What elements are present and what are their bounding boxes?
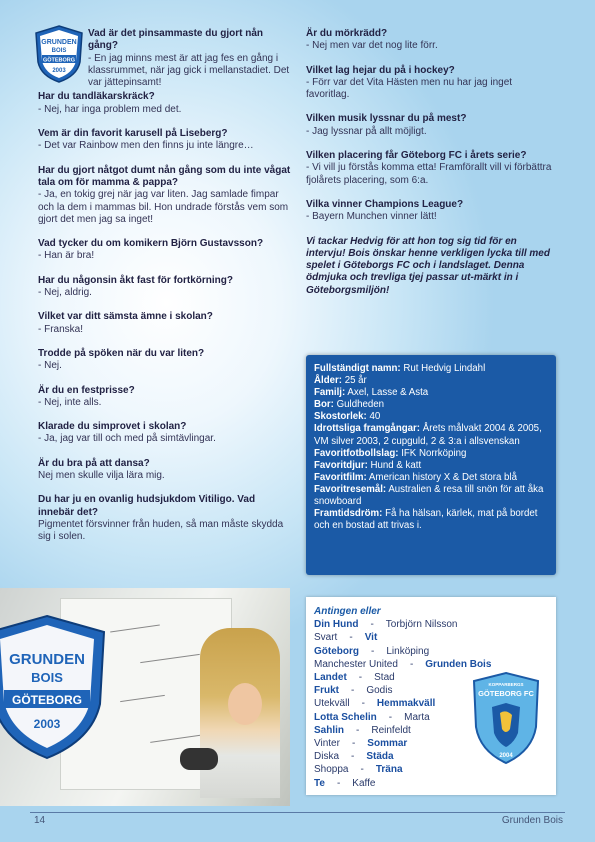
separator-dash: - [351, 751, 355, 763]
qa-item [306, 65, 556, 102]
player-face [228, 683, 262, 725]
separator-dash: - [351, 685, 355, 697]
option-right: Stad [374, 672, 395, 684]
option-right: Godis [366, 685, 393, 697]
answer: - Nej, har inga problem med det. [38, 103, 182, 115]
answer: - Det var Rainbow men den finns ju inte längre… [38, 140, 254, 152]
answer: - Nej. [38, 360, 62, 372]
option-left: Göteborg [314, 645, 359, 657]
answer: Pigmentet försvinner från huden, så man måste skydda sig i solen. [38, 518, 284, 543]
crest-text-sponsor: KOPPARBERGS [488, 682, 524, 687]
question: Vilken placering får Göteborg FC i årets serie? [306, 150, 527, 162]
question: Har du någonsin åkt fast för fortkörning? [38, 274, 234, 286]
shield-text-goteborg: GÖTEBORG [11, 693, 83, 707]
logo-text-grunden: GRUNDEN [41, 39, 77, 46]
fact-row [314, 472, 550, 484]
question: Vad är det pinsammaste du gjort nån gång? [88, 28, 264, 52]
question: Vem är din favorit karusell på Liseberg? [38, 128, 228, 140]
question: Har du gjort nåtgot dumt nån gång som du inte vågat tala om för mamma & pappa? [38, 164, 291, 188]
qa-item [306, 150, 556, 187]
answer: - Nej, aldrig. [38, 287, 92, 299]
question: Vad tycker du om komikern Björn Gustavsson? [38, 238, 264, 250]
either-or-row [314, 750, 491, 763]
fact-list [314, 363, 550, 532]
fact-value: IFK Norrköping [401, 447, 467, 459]
either-or-row [314, 684, 491, 697]
logo-text-goteborg: GÖTEBORG [42, 57, 76, 64]
separator-dash: - [358, 672, 363, 684]
separator-dash: - [371, 645, 375, 657]
answer: - Vi vill ju förstås komma etta! Framförallt vill vi förbättra fjolårets placering, som 6:a. [306, 162, 552, 186]
either-or-row [314, 737, 491, 750]
grunden-bois-shield-icon [0, 612, 112, 762]
fact-row [314, 387, 550, 399]
answer: - Jag lyssnar på allt möjligt. [306, 125, 427, 137]
fact-value: Hund & katt [370, 459, 422, 471]
option-left: Te [314, 777, 325, 789]
either-or-row [314, 631, 491, 644]
question: Vilken musik lyssnar du på mest? [306, 113, 467, 125]
separator-dash: - [361, 698, 365, 710]
fact-row [314, 399, 550, 411]
fact-label: Skostorlek: [314, 411, 367, 423]
question: Klarade du simprovet i skolan? [38, 421, 187, 433]
shield-text-grunden: GRUNDEN [9, 651, 85, 668]
answer: - Franska! [38, 323, 84, 335]
glove [180, 748, 218, 770]
option-left: Shoppa [314, 764, 349, 776]
fact-label: Favoritfotbollslag: [314, 447, 399, 459]
qa-item [38, 128, 293, 153]
fact-value: Få ha hälsan, kärlek, mat på bordet och en bostad att trivas i. [314, 508, 538, 532]
fact-value: American history X & Det stora blå [368, 471, 517, 483]
question: Trodde på spöken när du var liten? [38, 347, 205, 359]
separator-dash: - [360, 764, 364, 776]
qa-item [38, 311, 293, 336]
either-or-row [314, 618, 491, 631]
answer: - Bayern Munchen vinner lätt! [306, 211, 437, 223]
answer: - En jag minns mest är att jag fes en gång i klassrummet, när jag gick i mellanstadiet. Det var jättepinsamt! [88, 52, 290, 89]
fact-value: Rut Hedvig Lindahl [403, 363, 486, 374]
option-left: Manchester United [314, 658, 398, 670]
qa-item [306, 113, 556, 138]
question: Du har ju en ovanlig hudsjukdom Vitiligo. Vad innebär det? [38, 494, 256, 518]
fact-label: Favoritdjur: [314, 459, 368, 471]
option-right: Städa [366, 751, 394, 763]
separator-dash: - [349, 632, 353, 644]
fact-value: 40 [369, 411, 381, 423]
player-photo [0, 588, 290, 806]
option-left: Landet [314, 672, 347, 684]
option-right: Grunden Bois [425, 658, 492, 670]
either-or-list [314, 605, 491, 790]
crest-text-club: GÖTEBORG FC [478, 689, 534, 698]
page-number: 14 [34, 815, 46, 826]
shield-text-bois: BOIS [31, 670, 63, 685]
question: Är du bra på att dansa? [38, 457, 150, 469]
answer: - Ja, en tokig grej när jag var liten. Jag samlade fimpar och la dem i mammas bil. Hon undrade förstås vem som gjort det men jag sa inget! [38, 189, 289, 225]
fact-row [314, 448, 550, 460]
right-interview-column [306, 28, 556, 297]
fact-label: Familj: [314, 387, 346, 399]
fact-label: Bor: [314, 399, 334, 411]
fact-row [314, 363, 550, 375]
fact-label: Idrottsliga framgångar: [314, 423, 421, 435]
fact-value: Guldheden [336, 399, 385, 411]
qa-item [38, 385, 293, 410]
magazine-name: Grunden Bois [501, 815, 563, 826]
goteborg-fc-crest-icon [470, 671, 542, 765]
fact-row [314, 423, 550, 447]
separator-dash: - [351, 738, 356, 750]
option-left: Sahlin [314, 724, 345, 736]
fact-label: Ålder: [314, 375, 342, 387]
left-interview-column [38, 28, 293, 556]
option-left: Vinter [314, 738, 340, 750]
either-or-row [314, 658, 491, 671]
answer: - Han är bra! [38, 250, 95, 262]
qa-item [38, 275, 293, 300]
qa-item [38, 458, 293, 483]
answer: - Ja, jag var till och med på simtävlingar. [38, 433, 216, 445]
either-or-row [314, 777, 491, 790]
separator-dash: - [370, 619, 374, 631]
option-right: Linköping [386, 645, 430, 657]
fact-row [314, 375, 550, 387]
fact-value: Australien & resa till snön för att åka snowboard [314, 483, 544, 508]
fact-row [314, 508, 550, 532]
option-left: Frukt [314, 685, 339, 697]
qa-item [38, 348, 293, 373]
fact-label: Framtidsdröm: [314, 508, 383, 520]
fact-label: Favoritfilm: [314, 471, 367, 483]
fact-row [314, 484, 550, 508]
qa-item [306, 199, 556, 224]
separator-dash: - [336, 777, 341, 789]
either-or-row [314, 724, 491, 737]
qa-item [38, 91, 293, 116]
question: Är du en festprisse? [38, 384, 135, 396]
qa-item [38, 165, 293, 226]
page-footer [30, 812, 565, 826]
either-or-row [314, 763, 491, 776]
fact-row [314, 460, 550, 472]
question: Vilket var ditt sämsta ämne i skolan? [38, 311, 213, 323]
separator-dash: - [409, 658, 414, 670]
answer: Nej men skulle vilja lära mig. [38, 470, 165, 482]
option-left: Din Hund [314, 619, 359, 631]
option-right: Vit [364, 632, 378, 644]
option-right: Träna [375, 764, 403, 776]
fact-value: Axel, Lasse & Asta [347, 387, 429, 399]
thanks-paragraph: Vi tackar Hedvig för att hon tog sig tid för en intervju! Bois önskar henne verkligen lycka till med spelet i Göteborgs FC och i landslaget. Denna ödmjuka och trevliga tjej passar ut-märkt in i Göteborgsmiljön! [306, 235, 550, 296]
option-right: Hemmakväll [376, 698, 436, 710]
question: Vilka vinner Champions League? [306, 198, 464, 210]
either-or-row [314, 697, 491, 710]
either-or-heading: Antingen eller [314, 606, 381, 617]
option-left: Utekväll [314, 698, 350, 710]
qa-item [38, 494, 293, 543]
fact-value: 25 år [344, 375, 367, 387]
fact-value: Årets målvakt 2004 & 2005, VM silver 2003, 2 cupguld, 2 & 3:a i allsvenskan [314, 423, 542, 447]
qa-item [306, 28, 556, 53]
either-or-box [306, 597, 556, 795]
either-or-row [314, 711, 491, 724]
qa-item [38, 238, 293, 263]
fact-label: Favoritresemål: [314, 483, 387, 495]
shield-text-year: 2003 [33, 717, 61, 731]
qa-item [38, 421, 293, 446]
question: Är du mörkrädd? [306, 28, 388, 39]
fact-box [306, 355, 556, 575]
option-right: Torbjörn Nilsson [385, 619, 458, 631]
question: Har du tandläkarskräck? [38, 91, 155, 103]
option-left: Diska [314, 751, 340, 763]
option-right: Reinfeldt [371, 724, 411, 736]
question: Vilket lag hejar du på i hockey? [306, 64, 455, 76]
either-or-row [314, 671, 491, 684]
either-or-row [314, 645, 491, 658]
separator-dash: - [356, 724, 360, 736]
option-left: Svart [314, 632, 338, 644]
crest-text-year: 2004 [499, 753, 513, 759]
answer: - Förr var det Vita Hästen men nu har jag inget favoritlag. [306, 76, 513, 101]
fact-row [314, 411, 550, 423]
option-right: Marta [404, 711, 430, 723]
option-right: Kaffe [352, 777, 376, 789]
answer: - Nej men var det nog lite förr. [306, 40, 438, 52]
fact-label: Fullständigt namn: [314, 363, 401, 374]
separator-dash: - [388, 711, 393, 723]
option-left: Lotta Schelin [314, 711, 377, 723]
option-right: Sommar [367, 738, 408, 750]
logo-text-year: 2003 [52, 68, 66, 74]
qa-item [38, 28, 293, 89]
logo-text-bois: BOIS [51, 48, 67, 54]
answer: - Nej, inte alls. [38, 396, 102, 408]
